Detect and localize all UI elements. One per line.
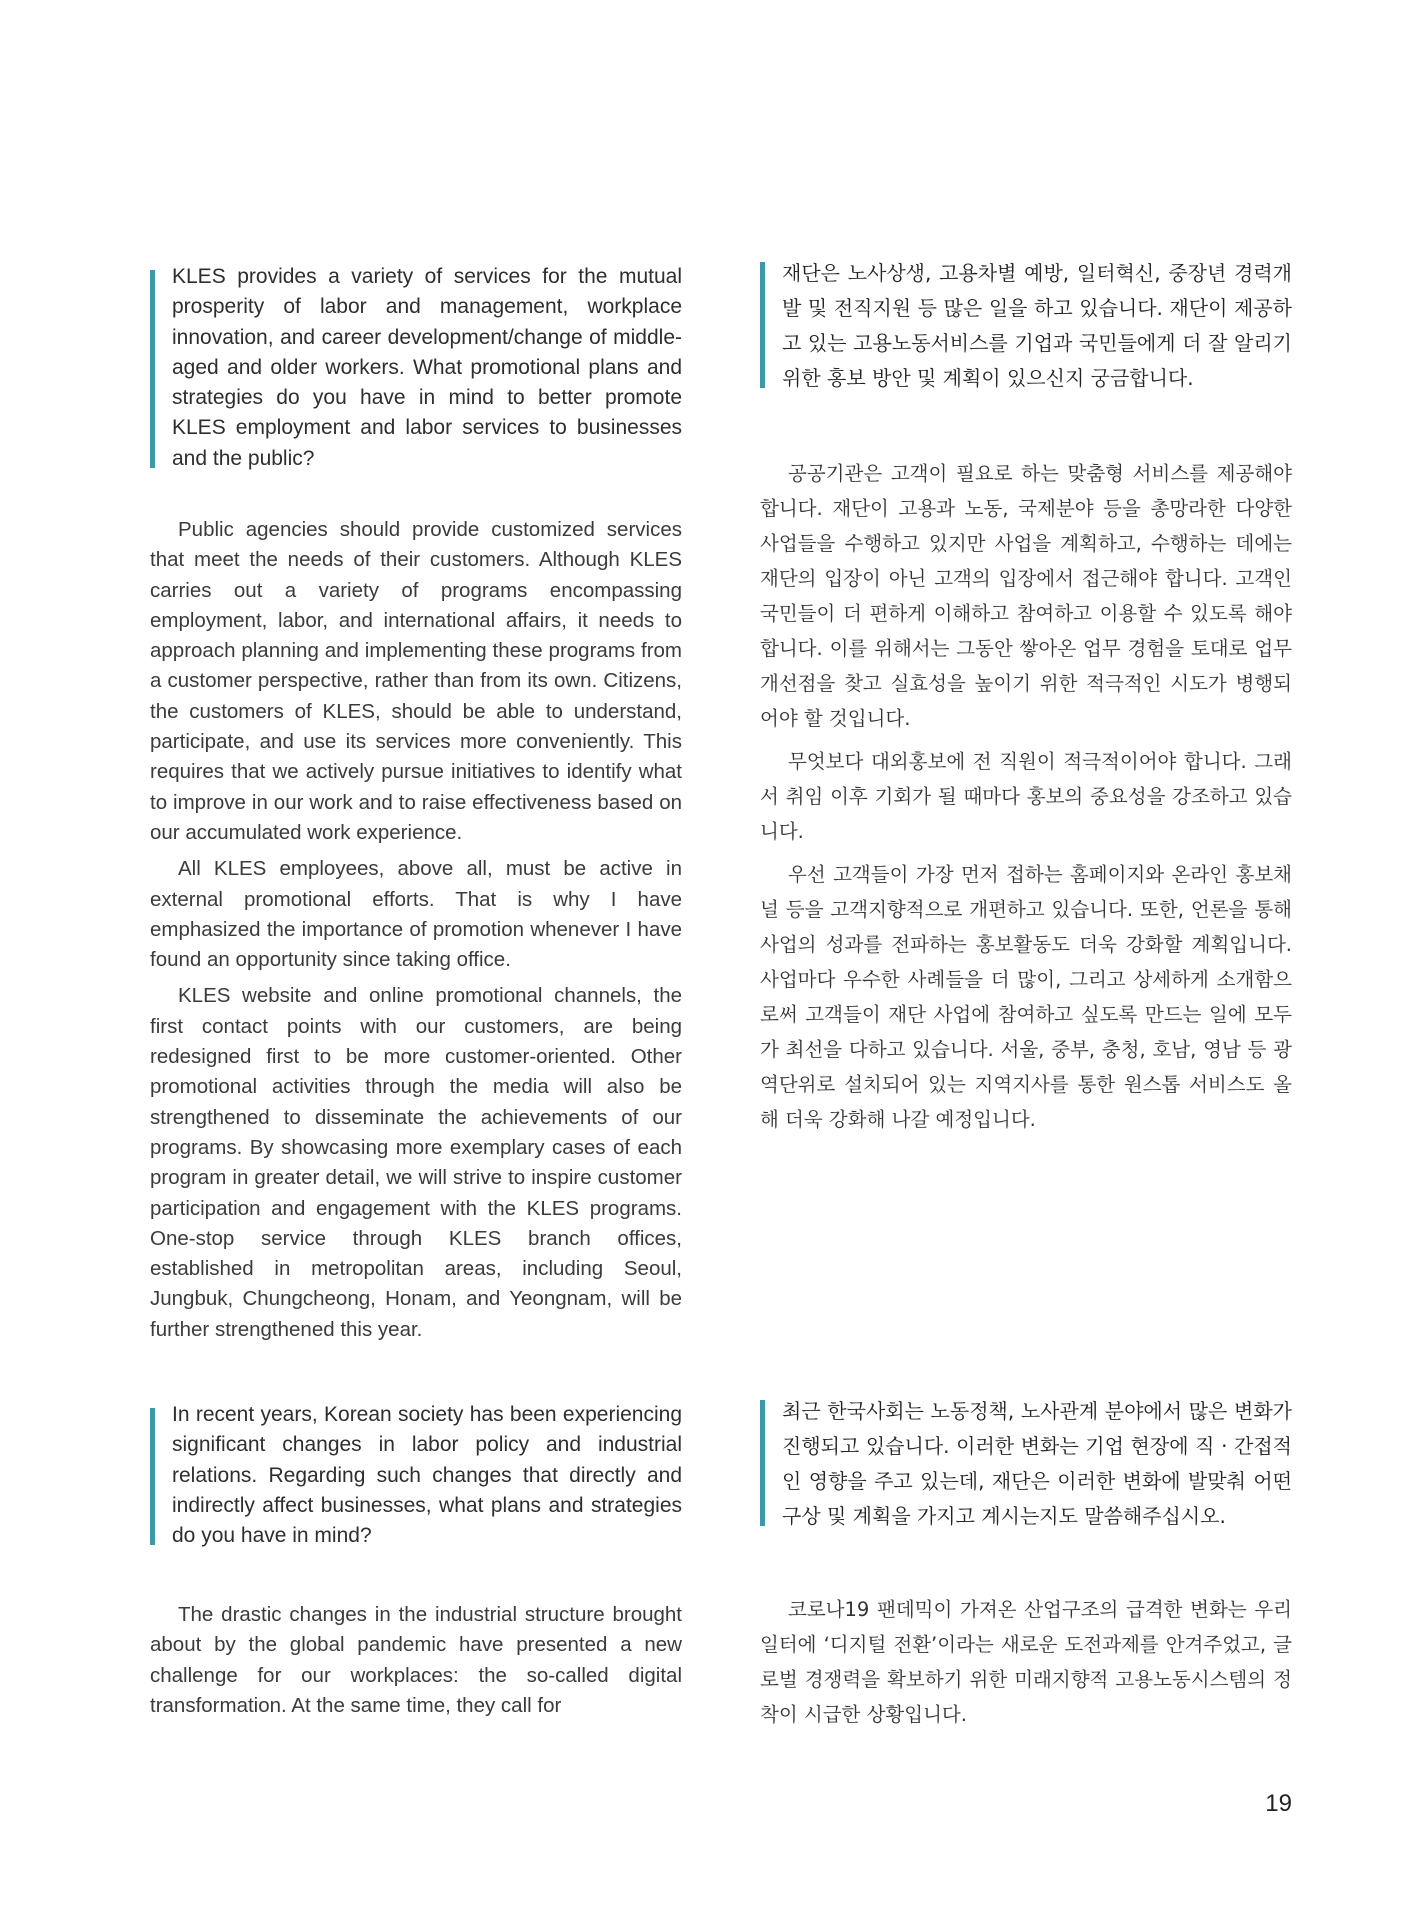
answer-2-ko — [760, 1592, 1292, 1740]
question-1-en — [150, 262, 682, 474]
answer-1-ko-para-3: 우선 고객들이 가장 먼저 접하는 홈페이지와 온라인 홍보채널 등을 고객지향적으로 개편하고 있습니다. 또한, 언론을 통해 사업의 성과를 전파하는 홍보활동도 더욱 강화할 계획입니다. 사업마다 우수한 사례들을 더 많이, 그리고 상세하게 소개함으로써 고객들이 재단 사업에 참여하고 싶도록 만드는 일에 모두가 최선을 다하고 있습니다. 서울, 중부, 충청, 호남, 영남 등 광역단위로 설치되어 있는 지역지사를 통한 원스톱 서비스도 올해 더욱 강화해 나갈 예정입니다. — [760, 863, 1292, 1131]
answer-2-en — [150, 1600, 682, 1727]
question-2-text-en: In recent years, Korean society has been experiencing significant changes in labor policy and industrial relations. Regarding such changes that directly and indirectly affect businesses, what plans and strategies do you have in mind? — [150, 1400, 682, 1551]
question-2-en — [150, 1400, 682, 1551]
answer-1-en-para-2: All KLES employees, above all, must be active in external promotional efforts. That is why I have emphasized the importance of promotion whenever I have found an opportunity since taking office. — [150, 857, 682, 972]
answer-2-en-para-1: The drastic changes in the industrial structure brought about by the global pandemic have presented a new challenge for our workplaces: the so-called digital transformation. At the same time, they call for — [150, 1603, 682, 1717]
question-1-ko — [760, 256, 1292, 396]
question-2-text-ko: 최근 한국사회는 노동정책, 노사관계 분야에서 많은 변화가 진행되고 있습니다. 이러한 변화는 기업 현장에 직 · 간접적인 영향을 주고 있는데, 재단은 이러한 변화에 발맞춰 어떤 구상 및 계획을 가지고 계시는지도 말씀해주십시오. — [760, 1394, 1292, 1534]
page-number: 19 — [1265, 1790, 1292, 1817]
answer-1-ko-para-2: 무엇보다 대외홍보에 전 직원이 적극적이어야 합니다. 그래서 취임 이후 기회가 될 때마다 홍보의 중요성을 강조하고 있습니다. — [760, 750, 1292, 843]
answer-1-en-para-1: Public agencies should provide customized services that meet the needs of their customers. Although KLES carries out a variety of programs encompassing employment, labor, and international affairs, it needs to approach planning and implementing these programs from a customer perspective, rather than from its own. Citizens, the customers of KLES, should be able to understand, participate, and use its services more conveniently. This requires that we actively pursue initiatives to identify what to improve in our work and to raise effectiveness based on our accumulated work experience. — [150, 518, 682, 844]
answer-1-en-para-3: KLES website and online promotional channels, the first contact points with our customers, are being redesigned first to be more customer-oriented. Other promotional activities through the media will also be strengthened to disseminate the achievements of our programs. By showcasing more exemplary cases of each program in greater detail, we will strive to inspire customer participation and engagement with the KLES programs. One-stop service through KLES branch offices, established in metropolitan areas, including Seoul, Jungbuk, Chungcheong, Honam, and Yeongnam, will be further strengthened this year. — [150, 984, 682, 1341]
question-2-ko — [760, 1394, 1292, 1534]
answer-1-ko-para-1: 공공기관은 고객이 필요로 하는 맞춤형 서비스를 제공해야 합니다. 재단이 고용과 노동, 국제분야 등을 총망라한 다양한 사업들을 수행하고 있지만 사업을 계획하고, 수행하는 데에는 재단의 입장이 아닌 고객의 입장에서 접근해야 합니다. 고객인 국민들이 더 편하게 이해하고 참여하고 이용할 수 있도록 해야 합니다. 이를 위해서는 그동안 쌓아온 업무 경험을 토대로 업무 개선점을 찾고 실효성을 높이기 위한 적극적인 시도가 병행되어야 할 것입니다. — [760, 462, 1292, 730]
answer-2-ko-para-1: 코로나19 팬데믹이 가져온 산업구조의 급격한 변화는 우리 일터에 ‘디지털 전환’이라는 새로운 도전과제를 안겨주었고, 글로벌 경쟁력을 확보하기 위한 미래지향적 고용노동시스템의 정착이 시급한 상황입니다. — [760, 1598, 1292, 1726]
answer-1-en — [150, 515, 682, 1351]
question-1-text-en: KLES provides a variety of services for the mutual prosperity of labor and management, workplace innovation, and career development/change of middle-aged and older workers. What promotional plans and strategies do you have in mind to better promote KLES employment and labor services to businesses and the public? — [150, 262, 682, 474]
question-1-text-ko: 재단은 노사상생, 고용차별 예방, 일터혁신, 중장년 경력개발 및 전직지원 등 많은 일을 하고 있습니다. 재단이 제공하고 있는 고용노동서비스를 기업과 국민들에게 더 잘 알리기 위한 홍보 방안 및 계획이 있으신지 궁금합니다. — [760, 256, 1292, 396]
answer-1-ko — [760, 456, 1292, 1145]
